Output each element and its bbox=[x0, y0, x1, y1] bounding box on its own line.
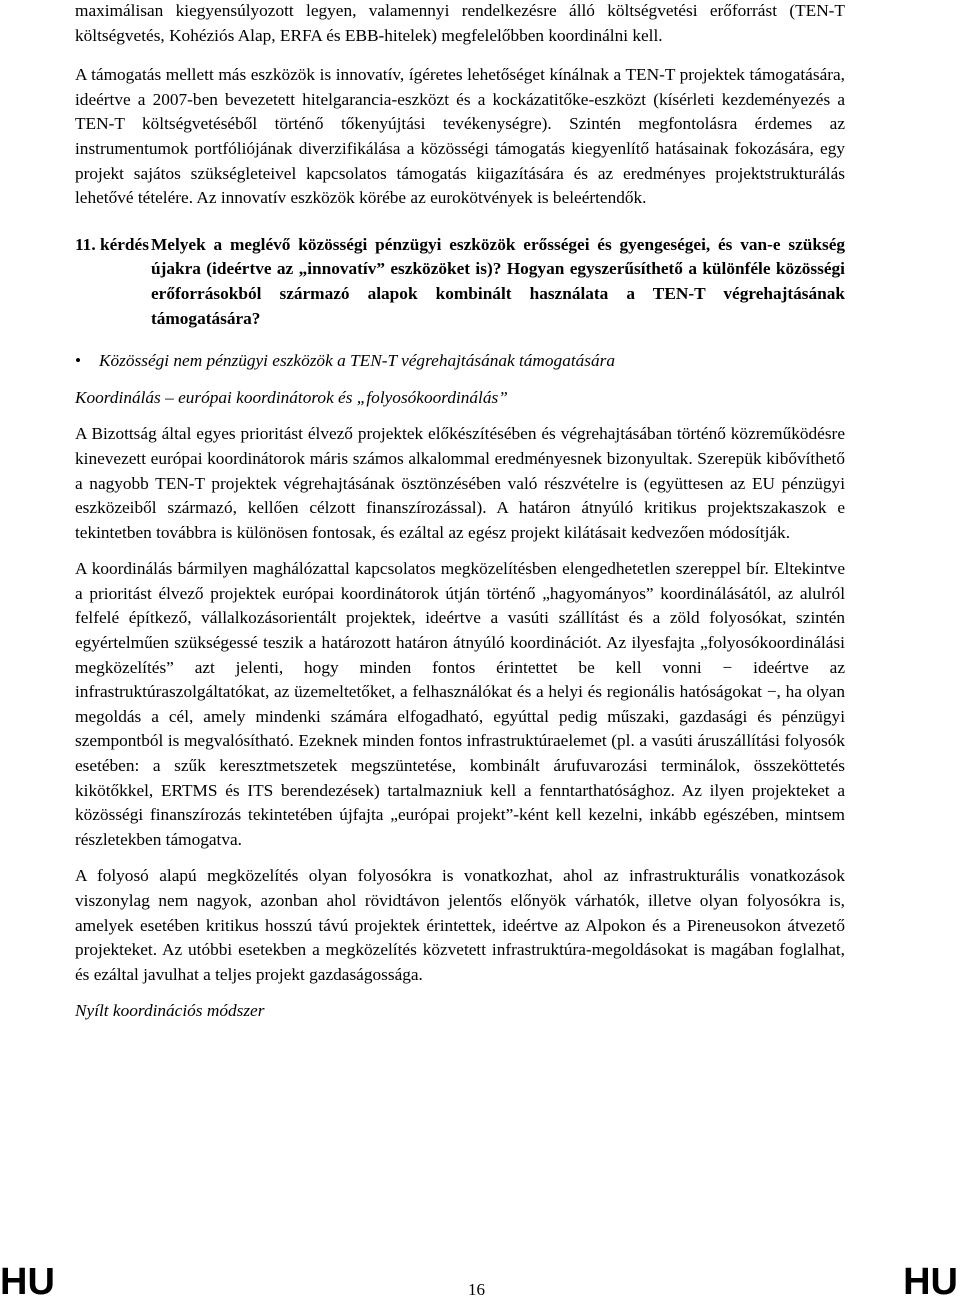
subheading-open-method: Nyílt koordinációs módszer bbox=[75, 1001, 265, 1021]
subheading-coordination: Koordinálás – európai koordinátorok és „folyosókoordinálás” bbox=[75, 387, 508, 407]
bullet-item bbox=[75, 349, 845, 374]
footer-page-number: 16 bbox=[468, 1280, 485, 1299]
paragraph-3: A Bizottság által egyes prioritást élvező projektek előkészítésében és végrehajtásában történő közreműködésre kinevezett európai koordinátorok máris számos alkalommal eredményesnek bizonyultak. Szerepük kibővíthető a nagyobb TEN-T projektek végrehajtásának ösztönzésében való részvételre is (együttesen az EU pénzügyi eszközeiből származó, kellően célzott finanszírozással). A határon átnyúló kritikus projektszakaszok e tekintetben továbbra is különösen fontosak, és ezáltal az egész projekt kilátásait kedvezően módosítják. bbox=[75, 424, 845, 542]
question-block bbox=[75, 233, 845, 331]
document-body bbox=[75, 0, 845, 1024]
paragraph-5: A folyosó alapú megközelítés olyan folyosókra is vonatkozhat, ahol az infrastrukturális vonatkozások viszonylag nem nagyok, azonban ahol rövidtávon jelentős előnyök várhatók, illetve olyan folyosókra is, amelyek esetében kritikus hosszú távú projektek érintettek, ideértve az Alpokon és a Pireneusokon átvezető projekteket. Az utóbbi esetekben a megközelítés közvetett infrastruktúra-megoldásokat is magában foglalhat, és ezáltal javulhat a teljes projekt gazdaságossága. bbox=[75, 866, 845, 984]
paragraph-2: A támogatás mellett más eszközök is innovatív, ígéretes lehetőséget kínálnak a TEN-T projektek támogatására, ideértve a 2007-ben bevezetett hitelgarancia-eszközt és a kockázatitőke-eszközt (kísérleti kezdeményezés a TEN-T költségvetéséből történő tőkenyújtási tevékenységre). Szintén megfontolásra érdemes az instrumentumok portfóliójának diverzifikálása a közösségi támogatás kiegyenlítő hatásainak fokozására, egy projekt sajátos szükségleteivel kapcsolatos támogatás kiigazítására és az eredményes projektstrukturálás lehetővé tételére. Az innovatív eszközök körébe az eurokötvények is beleértendők. bbox=[75, 65, 845, 208]
footer-language-right: HU bbox=[903, 1261, 958, 1303]
footer-language-left: HU bbox=[0, 1261, 55, 1303]
bullet-text: Közösségi nem pénzügyi eszközök a TEN-T végrehajtásának támogatására bbox=[99, 351, 616, 371]
paragraph-4: A koordinálás bármilyen maghálózattal kapcsolatos megközelítésben elengedhetetlen szereppel bír. Eltekintve a prioritást élvező projektek európai koordinátorok útján történő „hagyományos” koordinálásától, az alulról felfelé építkező, vállalkozásorientált projektek, ideértve a vasúti szállítást és a zöld folyosókat, szintén egyértelműen szükségessé teszik a határozott határon átnyúló koordinációt. Az ilyesfajta „folyosókoordinálási megközelítés” azt jelenti, hogy minden fontos érintettet be kell vonni − ideértve az infrastruktúraszolgáltatókat, az üzemeltetőket, a felhasználókat és a helyi és regionális hatóságokat −, ha olyan megoldás a cél, amely mindenki számára elfogadható, egyúttal pedig műszaki, gazdasági és pénzügyi szempontból is megvalósítható. Ezeknek minden fontos infrastruktúraelemet (pl. a vasúti áruszállítási folyosók esetében: a szűk keresztmetszetek megszüntetése, kombinált árufuvarozási terminálok, összeköttetés kikötőkkel, ERTMS és ITS berendezések) tartalmazniuk kell a fenntarthatósághoz. Az ilyen projekteket a közösségi finanszírozás tekintetében újfajta „európai projekt”-ként kell kezelni, inkább egészében, mintsem részletekben támogatva. bbox=[75, 559, 845, 849]
paragraph-1: maximálisan kiegyensúlyozott legyen, valamennyi rendelkezésre álló költségvetési erőforrást (TEN-T költségvetés, Kohéziós Alap, ERFA és EBB-hitelek) megfelelőbben koordinálni kell. bbox=[75, 1, 845, 45]
bullet-icon: • bbox=[75, 351, 82, 371]
question-text: Melyek a meglévő közösségi pénzügyi eszközök erősségei és gyengeségei, és van-e szükség újakra (ideértve az „innovatív” eszközöket is)? Hogyan egyszerűsíthető a különféle közösségi erőforrásokból származó alapok kombinált használata a TEN-T végrehajtásának támogatására? bbox=[151, 234, 845, 328]
question-number: 11. kérdés bbox=[75, 234, 149, 254]
